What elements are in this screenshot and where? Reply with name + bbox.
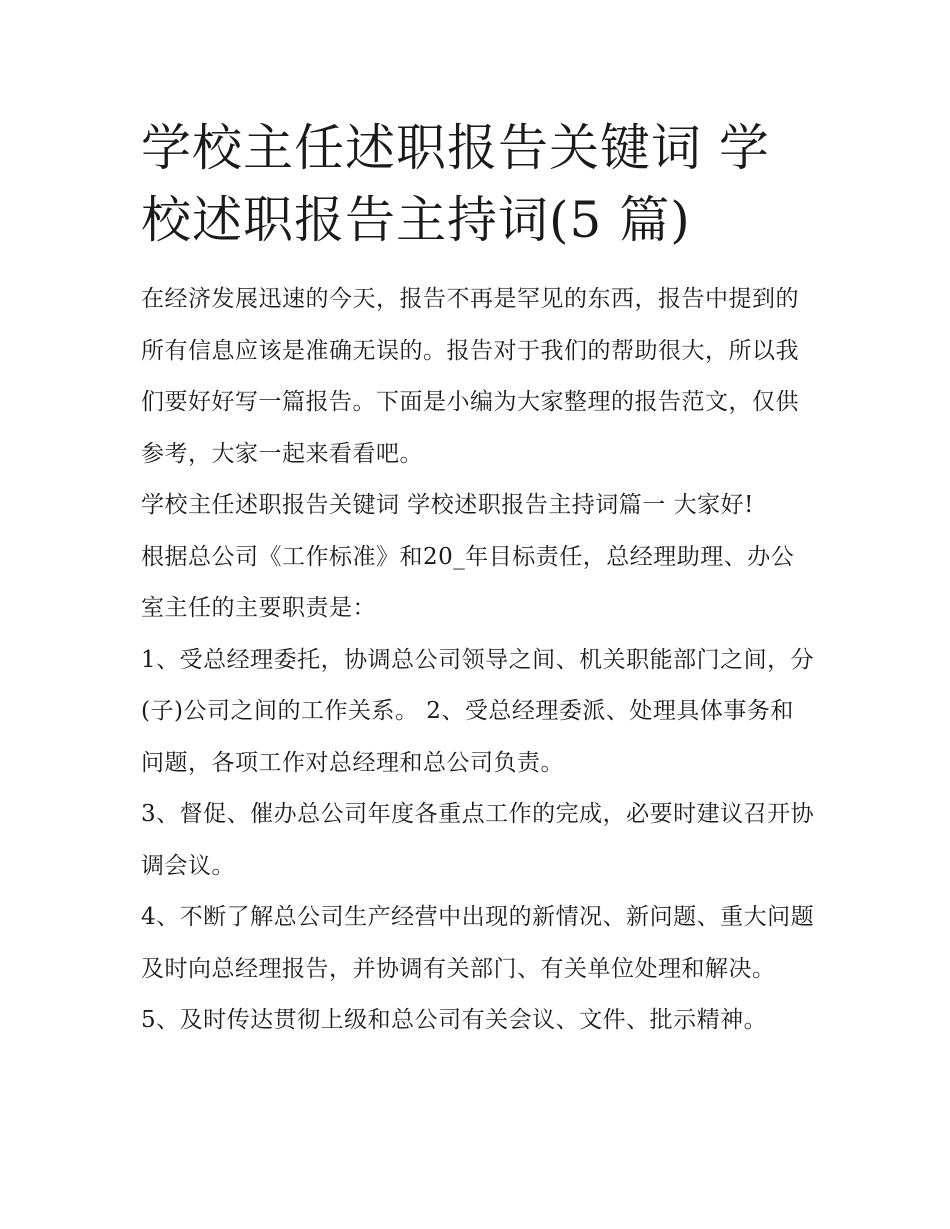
section-heading-paragraph: 学校主任述职报告关键词 学校述职报告主持词篇一 大家好! bbox=[141, 492, 754, 518]
duty-item-5: 5、及时传达贯彻上级和总公司有关会议、文件、批示精神。 bbox=[141, 1007, 768, 1033]
intro-paragraph: 在经济发展迅速的今天，报告不再是罕见的东西，报告中提到的所有信息应该是准确无误的。报告对于我们的帮助很大，所以我们要好好写一篇报告。下面是小编为大家整理的报告范文，仅供参考，大家一起来看看吧。 bbox=[141, 286, 799, 467]
document-title: 学校主任述职报告关键词 学校述职报告主持词(5 篇) bbox=[141, 119, 770, 249]
duty-item-1-2: 1、受总经理委托，协调总公司领导之间、机关职能部门之间，分(子)公司之间的工作关系。 2、受总经理委派、处理具体事务和问题，各项工作对总经理和总公司负责。 bbox=[141, 646, 815, 776]
duty-item-3: 3、督促、催办总公司年度各重点工作的完成，必要时建议召开协调会议。 bbox=[141, 801, 815, 879]
document-body bbox=[141, 274, 816, 1047]
document-content bbox=[141, 112, 816, 1047]
duties-intro-paragraph: 根据总公司《工作标准》和20_年目标责任，总经理助理、办公室主任的主要职责是： bbox=[141, 543, 795, 621]
duty-item-4: 4、不断了解总公司生产经营中出现的新情况、新问题、重大问题及时向总经理报告，并协调有关部门、有关单位处理和解决。 bbox=[141, 904, 815, 982]
